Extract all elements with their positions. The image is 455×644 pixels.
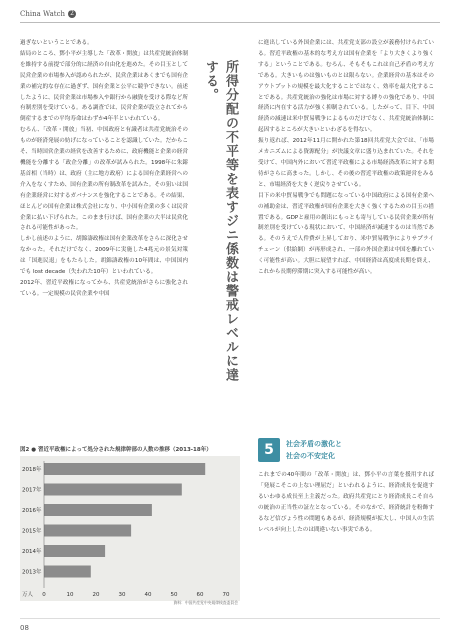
- bar: [44, 504, 152, 516]
- x-tick-label: 70: [222, 592, 230, 598]
- paragraph: に進出している外国企業には、共産党支部の設立が義務付けられている。習近平政権の基本的な考え方は国有企業を「より大きくより強くする」ということである。むろん、そもそもこれは自己矛盾の考え方である。大きいものは強いものとは限らない。企業経営の基本はそのアウトプットの規模を最大化することではなく、効率を最大化することである。共産党統治の強化は市場に対する縛りの強化であり、中国経済に内在する活力が強く抑制されている。したがって、目下、中国経済の減速は米中貿易戦争によるものだけでなく、共産党統治体制に起因するところが大きいといわざるを得ない。: [258, 40, 434, 134]
- page-number: 08: [20, 624, 29, 632]
- paragraph: 結局のところ、鄧小平が主導した「改革・開放」は共産党統治体制を維持する前提で部分的に経済の自由化を進めた。その目玉として民営企業の市場参入が認められたが、民営企業はあくまでも国有企業の補完的な存在に過ぎず、国有企業と公平に競争できない。前述したように、民営企業は市場参入や銀行から融資を受ける際など所有制差別を受けている。ある調査では、民営企業が設立されてから倒産するまでの平均寿命はわずか4年半といわれている。: [20, 50, 188, 123]
- x-tick-label: 40: [144, 592, 152, 598]
- x-tick-label: 20: [92, 592, 100, 598]
- chart-title: 図2 ● 習近平政権によって処分された規律幹部の人数の推移（2013-18年）: [20, 447, 212, 453]
- section-heading: [258, 438, 434, 464]
- x-tick-label: 60: [196, 592, 204, 598]
- series-title: China Watch: [20, 10, 66, 18]
- category-label: 2013年: [22, 569, 42, 576]
- unit-label: 万人: [22, 592, 34, 598]
- right-column: [258, 38, 434, 438]
- category-label: 2014年: [22, 549, 42, 555]
- bar: [44, 525, 131, 537]
- category-label: 2018年: [22, 467, 42, 473]
- category-label: 2016年: [22, 508, 42, 514]
- section-title-line: 社会の不安定化: [286, 452, 335, 460]
- paragraph: しかし前述のように、胡錦濤政権は国有企業改革をさらに深化させなかった。それだけでなく、2009年に実施した4兆元の景気対策は「国進民退」をもたらした。胡錦濤政権の10年間は、中国国内でも lost decade（失われた10年）といわれている。: [20, 236, 188, 276]
- bar: [44, 545, 105, 557]
- section-title: [286, 438, 342, 462]
- bar: [44, 566, 91, 578]
- running-header: [20, 10, 76, 18]
- figure-2: [20, 445, 240, 613]
- paragraph: 振り返れば、2012年11月に開かれた第18回共産党大会では、「市場メカニズムによる資源配分」が決議文章に盛り込まれていた。それを受けて、中国内外において習近平政権による市場経済改革に対する期待がさらに高まった。しかし、その後の習近平政権の政策運営をみると、市場経済を大きく逆戻りさせている。: [258, 138, 434, 188]
- footer-rule: [20, 618, 440, 619]
- paragraph: これまでの40年間の「改革・開放」は、鄧小平の言葉を援用すれば「発展こそこの上ない理屈だ」といわれるように、経済成長を促進するいわゆる成長至上主義だった。政府共産党にとり経済成長こそ自らの統治の正当性の証左となっている。そのなかで、経済統計を粉飾するなど信ぴょう性の問題もあるが、経済規模が拡大し、中国人の生活レベルが向上したのは間違いない事実である。: [258, 472, 434, 533]
- paragraph: 2012年、習近平政権になってから、共産党統治がさらに強化されている。一定規模の民営企業や中国: [20, 279, 188, 297]
- header-rule: [20, 22, 440, 23]
- pull-quote-text: 所得分配の不平等を表すジニ係数は警戒レベルに達する。: [203, 60, 238, 382]
- bar: [44, 484, 182, 496]
- chart-source: 資料：中国共産党中央規律検査委員会: [173, 600, 238, 605]
- paragraph: 目下の米中貿易戦争でも問題になっている中国政府による国有企業への補助金は、習近平政権が国有企業を大きく強くするための目玉の措置である。GDPと雇用の創出にもっとも寄与している民営企業が所有制差別を受けている現状において、中国経済が減速するのは当然である。そのうえで人件費が上昇しており、米中貿易戦争によりサプライチェーン（供給網）が再形成され、一部の外国企業は中国を離れていく可能性が高い。大胆に展望すれば、中国経済は高度成長期を終え、これから長期停滞期に突入する可能性が高い。: [258, 192, 434, 276]
- x-tick-label: 0: [42, 592, 46, 598]
- section-title-line: 社会矛盾の激化と: [286, 440, 342, 448]
- bar: [44, 463, 205, 475]
- bar-chart: [20, 445, 240, 613]
- paragraph: 過ぎないということである。: [20, 40, 93, 46]
- x-tick-label: 10: [66, 592, 74, 598]
- x-tick-label: 30: [118, 592, 126, 598]
- left-column: [20, 38, 188, 438]
- category-label: 2017年: [22, 487, 42, 494]
- paragraph: むろん、「改革・開放」当初、中国政府と有識者は共産党統治そのものが経済発展の妨げになっていることを認識していた。だからこそ、当時国営企業の経営を改善するために、政府機能と企業の経営機能を分離する「政企分離」の改革が試みられた。1998年に朱鎔基首相（当時）は、政府（主に地方政府）による国有企業経営への介入をなくすため、国有企業の所有制改革を試みた。その狙いは国有企業経営に対するガバナンスを強化することである。その結果、ほとんどの国有企業は株式会社になり、中小国有企業の多くは民営企業に払い下げられた。このまま行けば、国有企業の大半は民営化される可能性があった。: [20, 127, 188, 232]
- issue-number-badge: 2: [68, 10, 76, 18]
- pull-quote: [200, 60, 244, 390]
- x-tick-label: 50: [170, 592, 178, 598]
- right-column-continued: [258, 470, 434, 610]
- section-number-badge: 5: [258, 438, 280, 462]
- category-label: 2015年: [22, 528, 42, 535]
